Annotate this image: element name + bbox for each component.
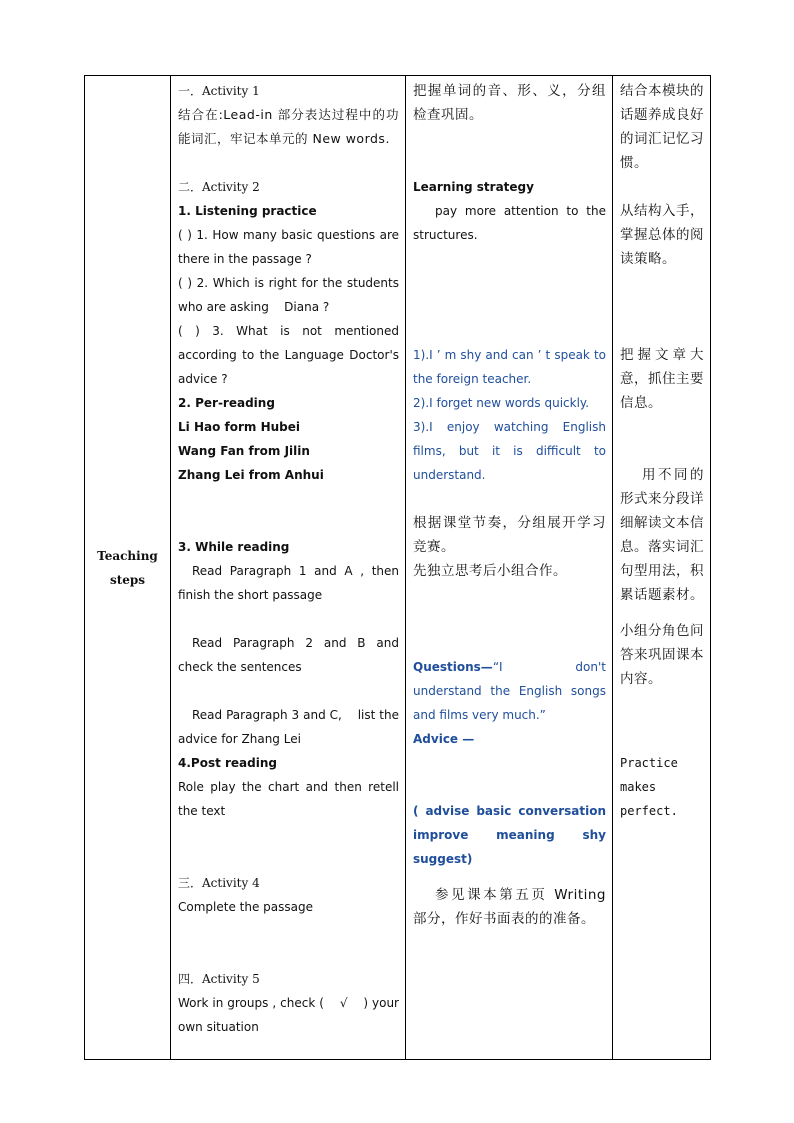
activity-1-title: 一．Activity 1 bbox=[178, 84, 260, 98]
problem-2: 2).I forget new words quickly. bbox=[413, 396, 590, 410]
learning-strategy-body: pay more attention to the structures. bbox=[413, 204, 610, 242]
problem-1: 1).I ’ m shy and can ’ t speak to the foreign teacher. bbox=[413, 348, 610, 386]
lesson-plan-table bbox=[84, 75, 711, 1060]
problem-3: 3).I enjoy watching English films, but it is difficult to understand. bbox=[413, 420, 610, 482]
student-name-2: Wang Fan from Jilin bbox=[178, 444, 310, 458]
listening-question-3: ( ) 3. What is not mentioned according to the Language Doctor's advice ? bbox=[178, 324, 403, 386]
while-reading-task-3: Read Paragraph 3 and C, list the advice for Zhang Lei bbox=[178, 708, 403, 746]
listening-question-2: ( ) 2. Which is right for the students who are asking Diana ? bbox=[178, 276, 403, 314]
word-bank: ( advise basic conversation improve meaning shy suggest) bbox=[413, 804, 611, 866]
while-reading-task-2: Read Paragraph 2 and B and check the sentences bbox=[178, 636, 403, 674]
questions-block bbox=[413, 655, 610, 727]
purpose-cell bbox=[613, 76, 711, 1060]
activity-4-title: 三．Activity 4 bbox=[178, 876, 260, 890]
learning-strategy-title: Learning strategy bbox=[413, 180, 534, 194]
purpose-structure: 从结构入手，掌握总体的阅读策略。 bbox=[620, 203, 704, 267]
while-reading-task-1: Read Paragraph 1 and A , then finish the short passage bbox=[178, 564, 403, 602]
purpose-main-idea: 把握文章大意，抓住主要信息。 bbox=[620, 347, 704, 411]
activities-cell bbox=[171, 76, 406, 1060]
purpose-role-play: 小组分角色问答来巩固课本内容。 bbox=[620, 623, 704, 687]
listening-question-1: ( ) 1. How many basic questions are there in the passage ? bbox=[178, 228, 403, 266]
questions-label: Questions— bbox=[413, 660, 493, 674]
listening-heading: 1. Listening practice bbox=[178, 204, 317, 218]
row-label: Teaching steps bbox=[97, 548, 158, 587]
group-work-note: 先独立思考后小组合作。 bbox=[413, 563, 567, 579]
purpose-detail-reading: 用不同的形式来分段详细解读文本信息。落实词汇句型用法，积累话题素材。 bbox=[620, 467, 704, 603]
post-reading-task: Role play the chart and then retell the text bbox=[178, 780, 403, 818]
activity-5-body: Work in groups , check ( √ ) your own situation bbox=[178, 996, 403, 1034]
pre-reading-heading: 2. Per-reading bbox=[178, 396, 275, 410]
vocab-check-note: 把握单词的音、形、义，分组检查巩固。 bbox=[413, 83, 606, 123]
activity-4-body: Complete the passage bbox=[178, 900, 313, 914]
advice-label: Advice — bbox=[413, 732, 475, 746]
student-name-3: Zhang Lei from Anhui bbox=[178, 468, 324, 482]
questions-text: “I don't understand the English songs and films very much.” bbox=[413, 660, 610, 722]
methods-cell bbox=[406, 76, 613, 1060]
purpose-vocab: 结合本模块的话题养成良好的词汇记忆习惯。 bbox=[620, 83, 704, 171]
activity-5-title: 四．Activity 5 bbox=[178, 972, 260, 986]
activity-2-title: 二．Activity 2 bbox=[178, 180, 260, 194]
purpose-practice: Practice makes perfect. bbox=[620, 756, 686, 818]
while-reading-heading: 3. While reading bbox=[178, 540, 290, 554]
post-reading-heading: 4.Post reading bbox=[178, 756, 277, 770]
activity-1-body: 结合在:Lead-in 部分表达过程中的功能词汇，牢记本单元的 New words. bbox=[178, 107, 399, 146]
writing-prep-note: 参见课本第五页 Writing 部分，作好书面表的的准备。 bbox=[413, 887, 611, 927]
competition-note: 根据课堂节奏，分组展开学习竞赛。 bbox=[413, 515, 606, 555]
row-label-cell bbox=[85, 76, 171, 1060]
student-name-1: Li Hao form Hubei bbox=[178, 420, 300, 434]
